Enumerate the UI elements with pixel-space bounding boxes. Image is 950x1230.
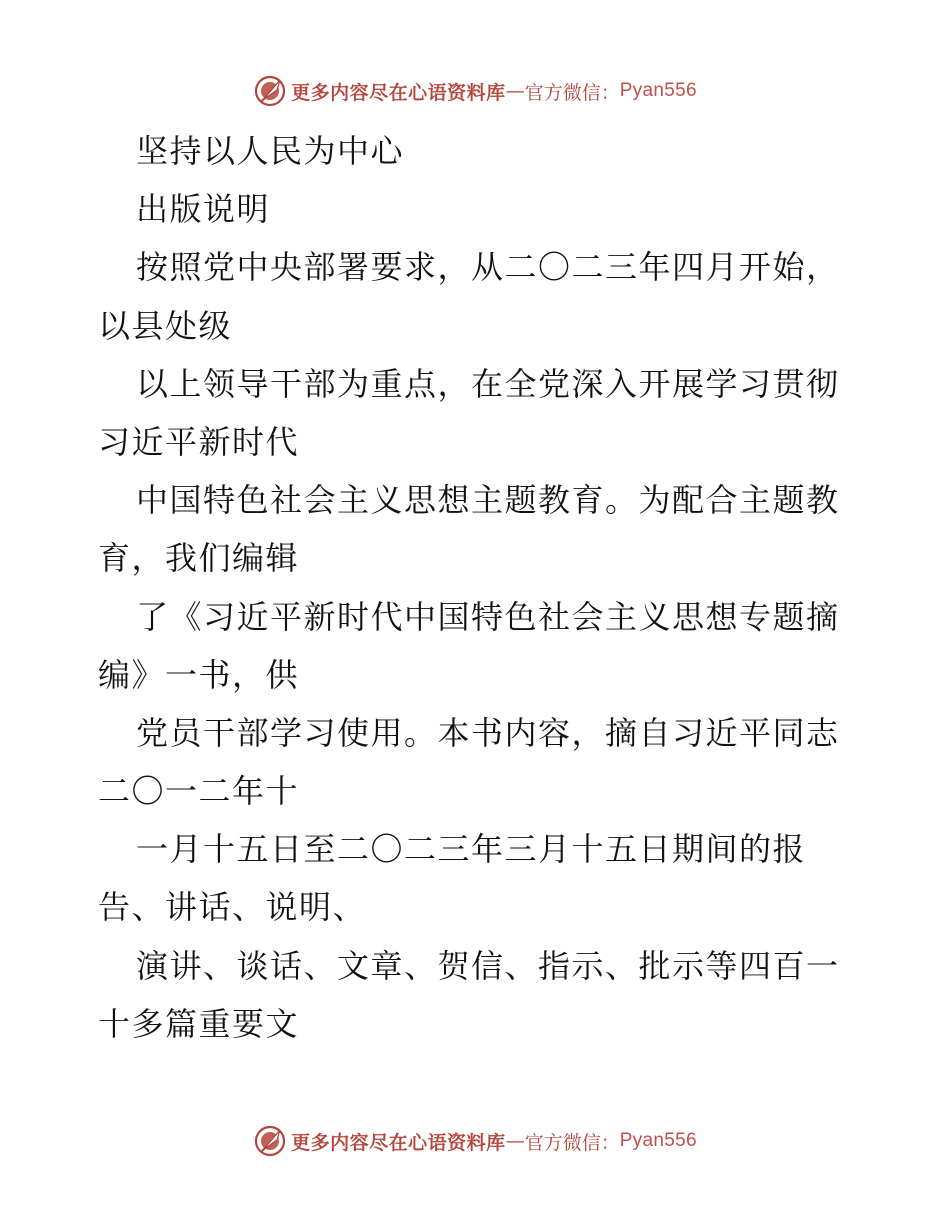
banner-brand-text: 更多内容尽在心语资料库 <box>291 1131 506 1154</box>
body-line: 中国特色社会主义思想主题教育。为配合主题教 <box>136 481 840 520</box>
body-line: 坚持以人民为中心 <box>136 132 405 170</box>
banner-wechat-label: 官方微信： <box>524 1131 620 1154</box>
body-line: 以县处级 <box>98 306 233 345</box>
banner-separator: — <box>505 80 525 102</box>
body-line: 一月十五日至二〇二三年三月十五日期间的报 <box>136 830 807 869</box>
header-banner <box>0 71 950 111</box>
body-line: 演讲、谈话、文章、贺信、指示、批示等四百一 <box>136 946 840 985</box>
body-line: 党员干部学习使用。本书内容，摘自习近平同志 <box>136 713 840 752</box>
banner-separator: — <box>505 1130 525 1152</box>
body-line: 按照党中央部署要求，从二〇二三年四月开始， <box>136 248 840 287</box>
body-line: 编》一书，供 <box>98 655 300 694</box>
body-line: 十多篇重要文 <box>98 1004 300 1043</box>
body-line: 二〇一二年十 <box>98 772 300 811</box>
body-line: 出版说明 <box>136 190 271 229</box>
body-line: 习近平新时代 <box>98 422 300 461</box>
body-line: 了《习近平新时代中国特色社会主义思想专题摘 <box>136 597 840 636</box>
banner-brand-text: 更多内容尽在心语资料库 <box>291 81 506 104</box>
banner-wechat-label: 官方微信： <box>524 81 620 104</box>
body-line: 以上领导干部为重点，在全党深入开展学习贯彻 <box>136 364 840 403</box>
banner-wechat-id: Pyan556 <box>619 1130 697 1151</box>
footer-banner <box>0 1121 950 1161</box>
quill-seal-icon <box>253 74 287 108</box>
document-body <box>98 122 858 1053</box>
body-line: 育，我们编辑 <box>98 539 300 578</box>
body-line: 告、讲话、说明、 <box>98 888 367 927</box>
quill-seal-icon <box>253 1124 287 1158</box>
banner-wechat-id: Pyan556 <box>619 80 697 101</box>
